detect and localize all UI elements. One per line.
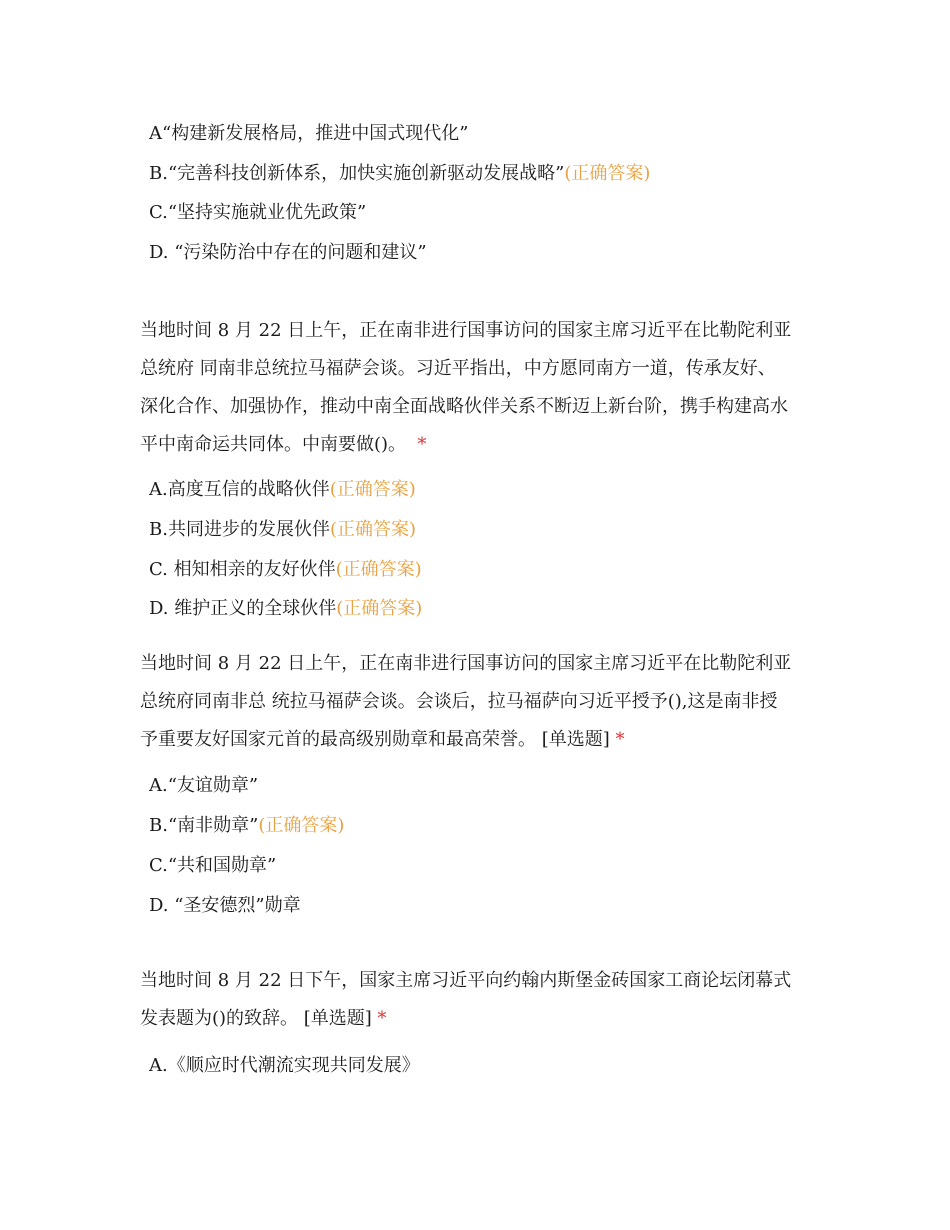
question-4-text	[140, 962, 820, 1038]
correct-answer-tag: (正确答案)	[336, 598, 423, 619]
question-line: 总统府 同南非总统拉马福萨会谈。习近平指出，中方愿同南方一道，传承友好、	[140, 358, 776, 379]
option-d	[149, 894, 301, 918]
option-a	[149, 478, 416, 502]
option-text: D. “圣安德烈”勋章	[149, 895, 301, 916]
question-line-last	[140, 721, 820, 759]
option-c	[149, 558, 422, 582]
required-star: *	[417, 434, 427, 455]
question-line: 深化合作、加强协作，推动中南全面战略伙伴关系不断迈上新台阶，携手构建高水	[140, 396, 788, 417]
question-line: 总统府同南非总 统拉马福萨会谈。会谈后，拉马福萨向习近平授予(),这是南非授	[140, 691, 778, 712]
option-c	[149, 854, 276, 878]
question-line: 发表题为()的致辞。 [单选题]	[140, 1008, 372, 1029]
option-text: C. 相知相亲的友好伙伴	[149, 559, 336, 580]
option-text: C.“坚持实施就业优先政策”	[149, 202, 367, 223]
option-a	[149, 122, 468, 146]
option-text: A.《顺应时代潮流实现共同发展》	[149, 1055, 420, 1076]
question-line: 予重要友好国家元首的最高级别勋章和最高荣誉。 [单选题]	[140, 729, 610, 750]
question-line-last	[140, 1000, 820, 1038]
option-text: A.“友谊勋章”	[149, 775, 259, 796]
question-line: 平中南命运共同体。中南要做()。	[140, 434, 407, 455]
option-d	[149, 597, 422, 621]
option-text: B.“南非勋章”	[149, 815, 259, 836]
option-b	[149, 162, 650, 186]
option-b	[149, 518, 416, 542]
question-line: 当地时间 8 月 22 日上午，正在南非进行国事访问的国家主席习近平在比勒陀利亚	[140, 320, 792, 341]
question-line: 当地时间 8 月 22 日上午，正在南非进行国事访问的国家主席习近平在比勒陀利亚	[140, 653, 792, 674]
correct-answer-tag: (正确答案)	[258, 815, 345, 836]
option-text: A.高度互信的战略伙伴	[149, 479, 330, 500]
correct-answer-tag: (正确答案)	[329, 479, 416, 500]
option-text: D. 维护正义的全球伙伴	[149, 598, 337, 619]
option-text: C.“共和国勋章”	[149, 855, 277, 876]
question-2-text	[140, 312, 820, 464]
question-3-text	[140, 645, 820, 759]
required-star: *	[377, 1008, 387, 1029]
required-star: *	[615, 729, 625, 750]
correct-answer-tag: (正确答案)	[564, 163, 651, 184]
question-line-last	[140, 426, 820, 464]
option-text: A“构建新发展格局，推进中国式现代化”	[149, 123, 469, 144]
correct-answer-tag: (正确答案)	[335, 559, 422, 580]
correct-answer-tag: (正确答案)	[329, 519, 416, 540]
option-d	[149, 241, 427, 265]
option-c	[149, 201, 366, 225]
option-a	[149, 774, 258, 798]
option-b	[149, 814, 344, 838]
option-text: D. “污染防治中存在的问题和建议”	[149, 242, 427, 263]
question-line: 当地时间 8 月 22 日下午，国家主席习近平向约翰内斯堡金砖国家工商论坛闭幕式	[140, 970, 792, 991]
option-text: B.共同进步的发展伙伴	[149, 519, 330, 540]
option-text: B.“完善科技创新体系，加快实施创新驱动发展战略”	[149, 163, 565, 184]
option-a	[149, 1054, 420, 1078]
